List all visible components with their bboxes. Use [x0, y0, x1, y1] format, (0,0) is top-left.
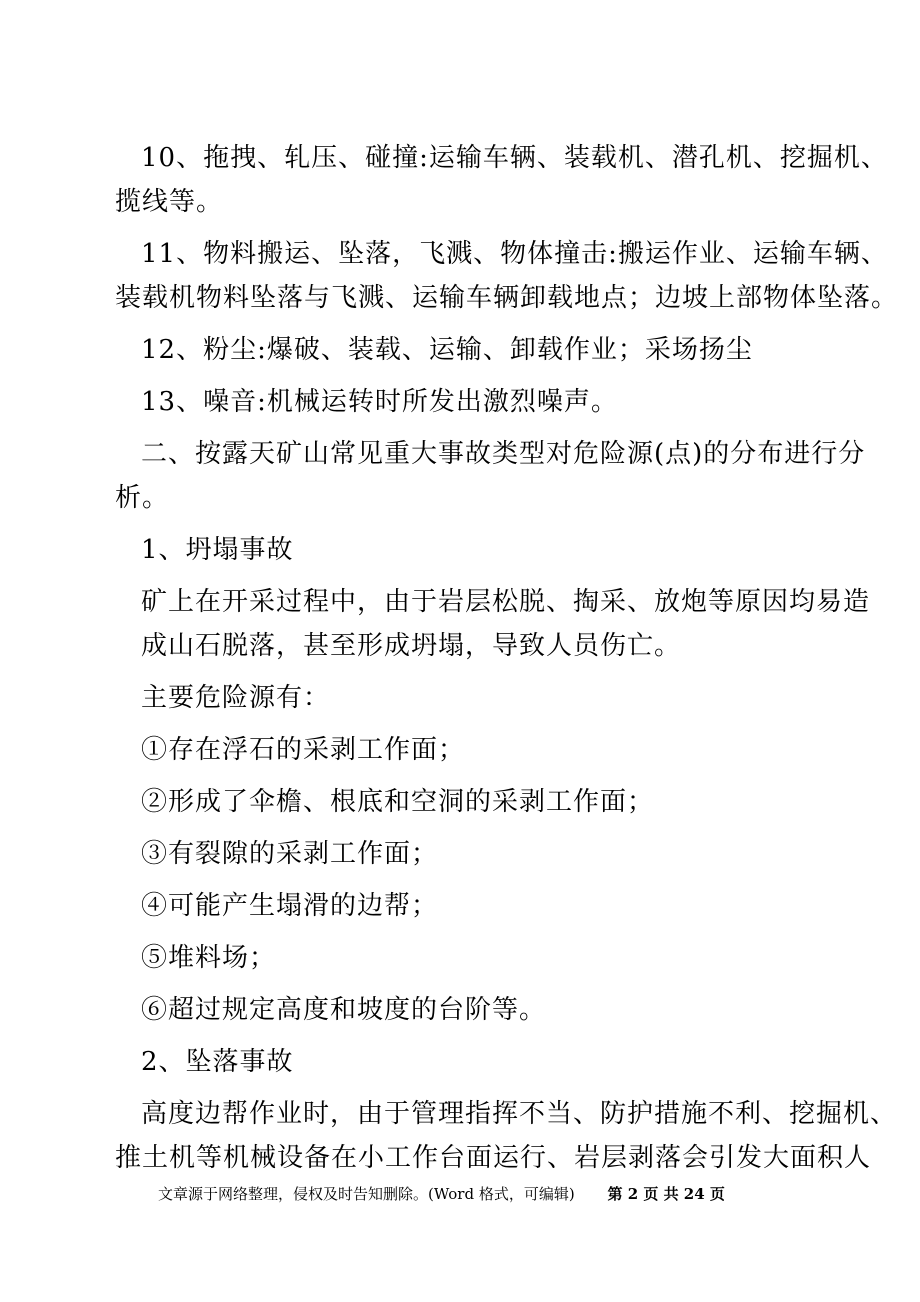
list-item	[115, 780, 830, 824]
text-line: ③有裂隙的采剥工作面；	[141, 839, 439, 869]
text-line: 装载机物料坠落与飞溅、运输车辆卸载地点；边坡上部物体坠落。	[115, 283, 899, 313]
list-item	[115, 988, 830, 1032]
list-item	[115, 728, 830, 772]
text-line: 成山石脱落，甚至形成坍塌，导致人员伤亡。	[141, 631, 682, 661]
document-body	[115, 136, 899, 1188]
footer-source-note: 文章源于网络整理，侵权及时告知删除。(Word 格式，可编辑)	[158, 1185, 575, 1203]
text-line: 矿上在开采过程中，由于岩层松脱、掏采、放炮等原因均易造	[141, 587, 871, 617]
paragraph	[115, 380, 830, 424]
text-line: ④可能产生塌滑的边帮；	[141, 891, 439, 921]
paragraph	[115, 1092, 898, 1180]
paragraph	[115, 232, 899, 320]
text-line: 10、拖拽、轧压、碰撞:运输车辆、装载机、潜孔机、挖掘机、	[141, 143, 888, 173]
text-line: 二、按露天矿山常见重大事故类型对危险源(点)的分布进行分	[141, 439, 866, 469]
paragraph	[115, 676, 830, 720]
text-line: 11、物料搬运、坠落，飞溅、物体撞击:搬运作业、运输车辆、	[141, 239, 888, 269]
page-number: 第 2 页 共 24 页	[607, 1185, 725, 1203]
text-line: ⑥超过规定高度和坡度的台阶等。	[141, 995, 547, 1025]
text-line: ①存在浮石的采剥工作面；	[141, 735, 466, 765]
list-item	[115, 884, 830, 928]
paragraph	[115, 136, 888, 224]
text-line: 12、粉尘:爆破、装载、运输、卸载作业；采场扬尘	[141, 335, 753, 365]
text-line: 揽线等。	[115, 187, 224, 217]
list-item	[115, 936, 830, 980]
section-heading	[115, 432, 866, 520]
text-line: ②形成了伞檐、根底和空洞的采剥工作面；	[141, 787, 655, 817]
paragraph	[115, 580, 871, 668]
text-line: 2、坠落事故	[141, 1047, 294, 1077]
subsection-heading	[115, 1040, 830, 1084]
paragraph	[115, 328, 830, 372]
list-item	[115, 832, 830, 876]
text-line: ⑤堆料场；	[141, 943, 277, 973]
text-line: 13、噪音:机械运转时所发出激烈噪声。	[141, 387, 618, 417]
text-line: 推土机等机械设备在小工作台面运行、岩层剥落会引发大面积人	[115, 1143, 872, 1173]
text-line: 主要危险源有：	[141, 683, 331, 713]
text-line: 析。	[115, 483, 170, 513]
subsection-heading	[115, 528, 830, 572]
text-line: 1、坍塌事故	[141, 535, 294, 565]
page-footer	[158, 1184, 778, 1204]
text-line: 高度边帮作业时，由于管理指挥不当、防护措施不利、挖掘机、	[141, 1099, 898, 1129]
